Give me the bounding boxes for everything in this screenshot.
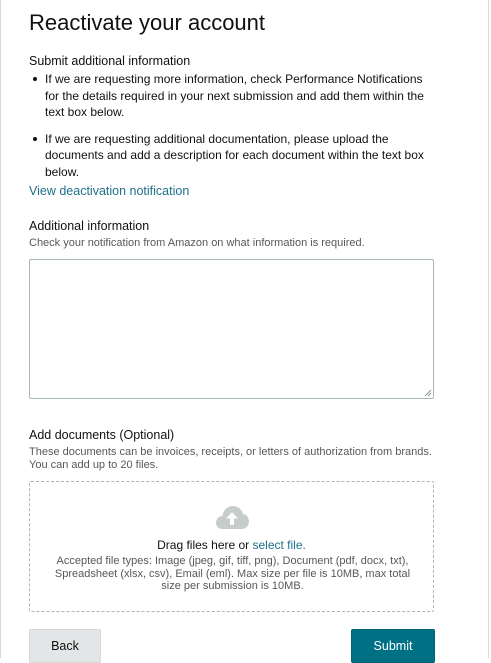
instructions-list <box>29 71 437 190</box>
drag-text: Drag files here or <box>157 538 253 552</box>
documents-hint: These documents can be invoices, receipts, or letters of authorization from brands. You can add up to 20 files. <box>29 446 432 471</box>
instruction-item: If we are requesting more information, check Performance Notifications for the details required in your next submission and add them within the text box below. <box>29 71 437 121</box>
additional-info-label: Additional information <box>29 219 150 233</box>
resize-grip-icon[interactable] <box>424 389 432 397</box>
cloud-upload-icon <box>214 504 250 530</box>
page-title: Reactivate your account <box>29 10 266 35</box>
file-dropzone[interactable] <box>29 481 434 612</box>
select-file-link[interactable]: select file. <box>252 538 306 552</box>
additional-info-textarea[interactable] <box>29 259 434 399</box>
view-deactivation-link[interactable]: View deactivation notification <box>29 184 190 198</box>
documents-label: Add documents (Optional) <box>29 428 175 442</box>
drop-instructions <box>30 538 433 552</box>
submit-info-heading: Submit additional information <box>29 54 191 68</box>
instruction-item: If we are requesting additional documentation, please upload the documents and add a description for each document within the text box below. <box>29 131 437 181</box>
submit-button[interactable]: Submit <box>351 629 435 663</box>
accepted-file-types: Accepted file types: Image (jpeg, gif, tiff, png), Document (pdf, docx, txt), Spreadsheet (xlsx, csv), Email (eml). Max size per file is 10MB, max total size per submission is 10MB. <box>54 555 411 592</box>
additional-info-hint: Check your notification from Amazon on what information is required. <box>29 237 365 249</box>
back-button[interactable]: Back <box>29 629 101 663</box>
